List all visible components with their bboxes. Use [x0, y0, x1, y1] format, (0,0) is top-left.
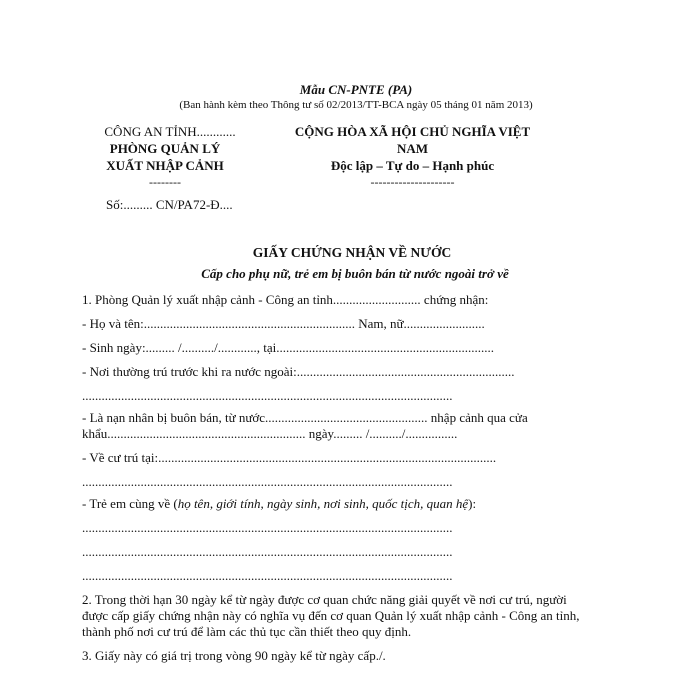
obligation-paragraph-line2: được cấp giấy chứng nhận này có nghĩa vụ đến cơ quan Quản lý xuất nhập cảnh - Công an tỉnh, — [82, 608, 580, 623]
document-title: GIẤY CHỨNG NHẬN VỀ NƯỚC — [252, 245, 452, 260]
right-separator: --------------------- — [370, 175, 455, 189]
validity-paragraph: 3. Giấy này có giá trị trong vòng 90 ngày kể từ ngày cấp./. — [82, 648, 386, 663]
permanent-residence-continuation: .................................................................................................................. — [82, 388, 453, 403]
children-label-suffix: ): — [468, 496, 477, 511]
police-province-label: CÔNG AN TỈNH............ — [104, 124, 236, 139]
obligation-paragraph-line3: thành phố nơi cư trú để làm các thủ tục cần thiết theo quy định. — [82, 624, 412, 639]
full-name-field: - Họ và tên:................................................................. Nam, nữ......................... — [82, 316, 485, 331]
return-residence-field: - Về cư trú tại:........................................................................................................ — [82, 450, 497, 465]
children-line-3: .................................................................................................................. — [82, 568, 453, 583]
obligation-paragraph-line1: 2. Trong thời hạn 30 ngày kể từ ngày được cơ quan chức năng giải quyết về nơi cư trú, người — [82, 592, 567, 607]
children-line-2: .................................................................................................................. — [82, 544, 453, 559]
children-line-1: .................................................................................................................. — [82, 520, 453, 535]
permanent-residence-field: - Nơi thường trú trước khi ra nước ngoài:................................................................... — [82, 364, 515, 379]
national-title-line2: NAM — [396, 141, 429, 156]
department-name-line2: XUẤT NHẬP CẢNH — [106, 158, 224, 173]
accompanying-children-field — [82, 496, 522, 512]
children-label-details: họ tên, giới tính, ngày sinh, nơi sinh, quốc tịch, quan hệ — [177, 496, 469, 511]
certification-statement: 1. Phòng Quản lý xuất nhập cảnh - Công an tỉnh........................... chứng nhận: — [82, 292, 489, 307]
department-name-line1: PHÒNG QUẢN LÝ — [109, 141, 221, 156]
trafficking-victim-field: - Là nạn nhân bị buôn bán, từ nước.................................................. nhập cảnh qua cửa — [82, 410, 528, 425]
issued-with-note: (Ban hành kèm theo Thông tư số 02/2013/TT-BCA ngày 05 tháng 01 năm 2013) — [179, 99, 533, 111]
document-subtitle: Cấp cho phụ nữ, trẻ em bị buôn bán từ nước ngoài trở về — [201, 266, 509, 281]
return-residence-continuation: .................................................................................................................. — [82, 474, 453, 489]
entry-gate-field: khẩu............................................................. ngày......... /........../................ — [82, 426, 458, 441]
children-label-prefix: - Trẻ em cùng về ( — [82, 496, 178, 511]
form-code: Mẫu CN-PNTE (PA) — [299, 82, 413, 97]
document-number: Số:......... CN/PA72-Đ.... — [106, 197, 233, 212]
date-of-birth-field: - Sinh ngày:......... /........../............, tại................................................................... — [82, 340, 495, 355]
national-title-line1: CỘNG HÒA XÃ HỘI CHỦ NGHĨA VIỆT — [294, 124, 531, 139]
left-separator: -------- — [149, 175, 181, 189]
national-motto: Độc lập – Tự do – Hạnh phúc — [330, 158, 495, 173]
